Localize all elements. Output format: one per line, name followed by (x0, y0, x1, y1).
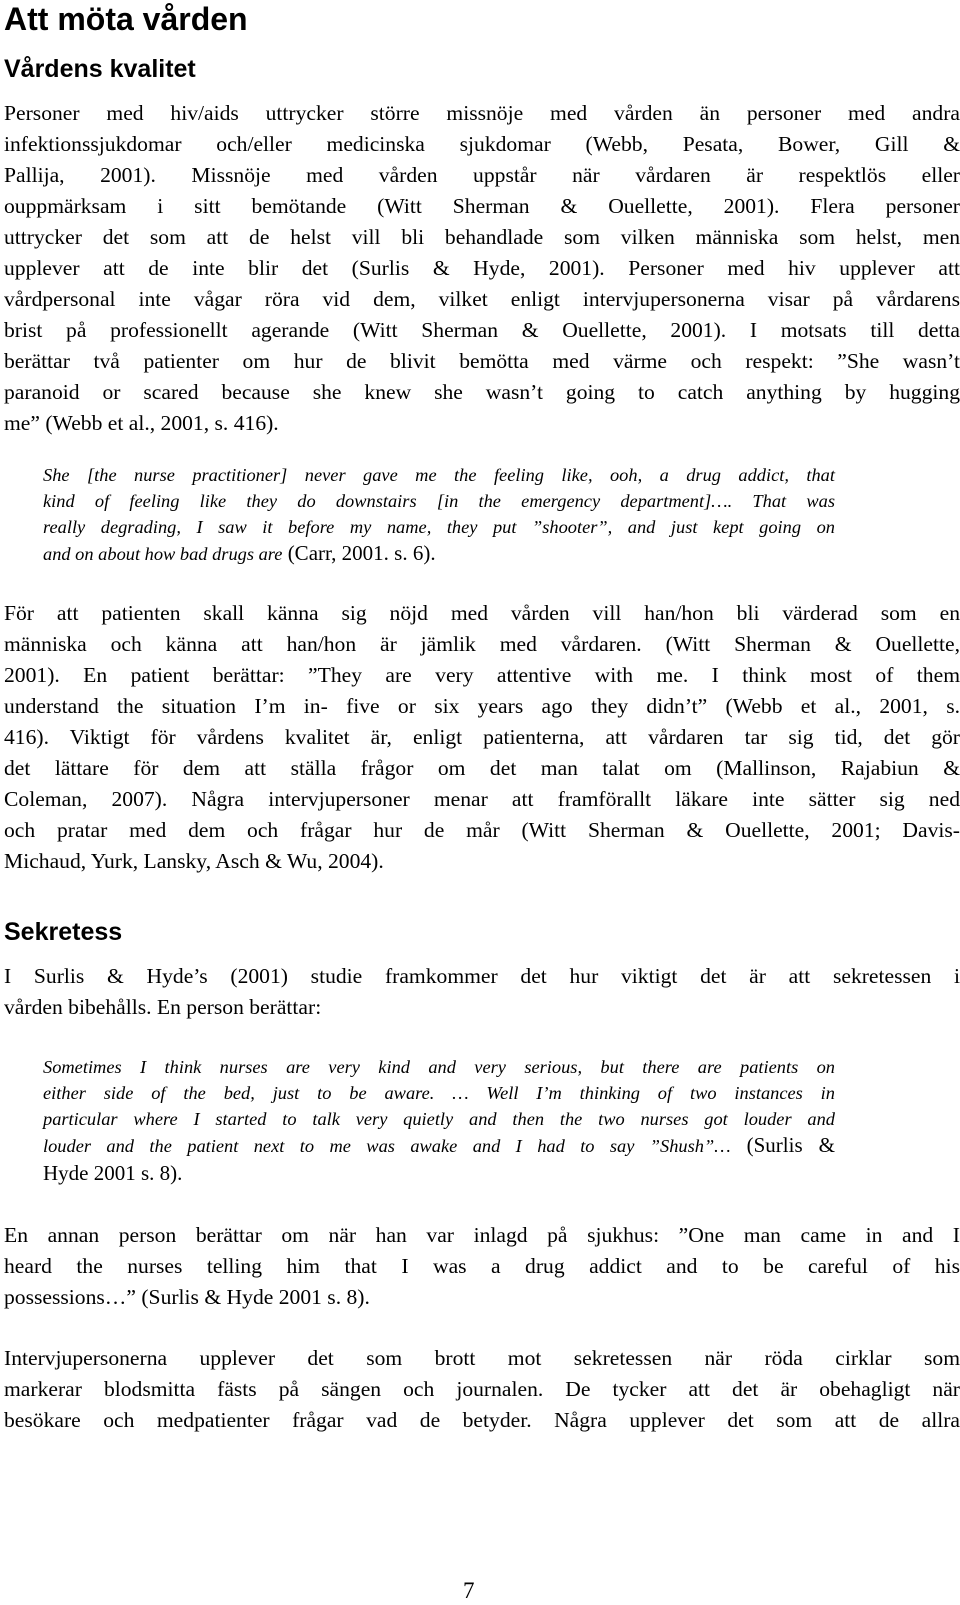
text-line: markerar blodsmitta fästs på sängen och journalen. De tycker att det är obehagligt när (4, 1377, 960, 1401)
text-line: uttrycker det som att de helst vill bli behandlade som vilken människa som helst, men (4, 225, 960, 249)
quote-citation-continued: Hyde 2001 s. 8). (43, 1161, 183, 1185)
text-line: 416). Viktigt för vårdens kvalitet är, enligt patienterna, att vårdaren tar sig tid, det gör (4, 725, 960, 749)
quote-line (43, 1132, 835, 1158)
paragraph-quality-2 (4, 598, 960, 877)
text-line: berättar två patienter om hur de blivit bemötta med värme och respekt: ”She wasn’t (4, 349, 960, 373)
quote-line: Sometimes I think nurses are very kind and very serious, but there are patients on (43, 1057, 835, 1077)
paragraph-confidentiality-2 (4, 1220, 960, 1313)
page-number: 7 (463, 1578, 475, 1603)
text-line: vårdpersonal inte vågar röra vid dem, vilket enligt intervjupersonerna visar på vårdarens (4, 287, 960, 311)
quote-line: particular where I started to talk very quietly and then the two nurses got louder and (43, 1109, 835, 1129)
text-line: I Surlis & Hyde’s (2001) studie framkommer det hur viktigt det är att sekretessen i (4, 964, 960, 988)
quote-text: and on about how bad drugs are (43, 544, 283, 564)
text-line: possessions…” (Surlis & Hyde 2001 s. 8). (4, 1285, 370, 1309)
text-line: upplever att de inte blir det (Surlis & Hyde, 2001). Personer med hiv upplever att (4, 256, 960, 280)
text-line: brist på professionellt agerande (Witt Sherman & Ouellette, 2001). I motsats till detta (4, 318, 960, 342)
text-line: människa och känna att han/hon är jämlik med vårdaren. (Witt Sherman & Ouellette, (4, 632, 960, 656)
quote-line-last (43, 540, 835, 566)
section-heading-confidentiality: Sekretess (4, 918, 123, 946)
text-line: Michaud, Yurk, Lansky, Asch & Wu, 2004). (4, 849, 384, 873)
paragraph-quality-1 (4, 98, 960, 439)
text-line: Pallija, 2001). Missnöje med vården uppstår när vårdaren är respektlös eller (4, 163, 960, 187)
text-line: Intervjupersonerna upplever det som brott mot sekretessen när röda cirklar som (4, 1346, 960, 1370)
paragraph-confidentiality-3 (4, 1343, 960, 1436)
page-title: Att möta vården (4, 1, 248, 37)
text-line: Coleman, 2007). Några intervjupersoner menar att framförallt läkare inte sätter sig ned (4, 787, 960, 811)
paragraph-confidentiality-1 (4, 961, 960, 1023)
quote-citation: (Carr, 2001. s. 6). (282, 541, 436, 565)
text-line: paranoid or scared because she knew she wasn’t going to catch anything by hugging (4, 380, 960, 404)
text-line: understand the situation I’m in- five or six years ago they didn’t” (Webb et al., 2001, s. (4, 694, 960, 718)
text-line: me” (Webb et al., 2001, s. 416). (4, 411, 279, 435)
text-line: En annan person berättar om när han var inlagd på sjukhus: ”One man came in and I (4, 1223, 960, 1247)
text-line: ouppmärksam i sitt bemötande (Witt Sherman & Ouellette, 2001). Flera personer (4, 194, 960, 218)
text-line: vården bibehålls. En person berättar: (4, 995, 322, 1019)
text-line: det lättare för dem att ställa frågor om det man talat om (Mallinson, Rajabiun & (4, 756, 960, 780)
quote-line: She [the nurse practitioner] never gave me the feeling like, ooh, a drug addict, that (43, 465, 835, 485)
block-quote-carr (43, 462, 835, 566)
text-line: och pratar med dem och frågar hur de mår (Witt Sherman & Ouellette, 2001; Davis- (4, 818, 960, 842)
text-line: heard the nurses telling him that I was a drug addict and to be careful of his (4, 1254, 960, 1278)
quote-text: louder and the patient next to me was awake and I had to say ”Shush”… (43, 1136, 731, 1156)
text-line: Personer med hiv/aids uttrycker större missnöje med vården än personer med andra (4, 101, 960, 125)
block-quote-surlis (43, 1054, 835, 1188)
text-line: besökare och medpatienter frågar vad de betyder. Några upplever det som att de allra (4, 1408, 960, 1432)
quote-line: kind of feeling like they do downstairs [in the emergency department]…. That was (43, 491, 835, 511)
text-line: infektionssjukdomar och/eller medicinska sjukdomar (Webb, Pesata, Bower, Gill & (4, 132, 960, 156)
text-line: 2001). En patient berättar: ”They are very attentive with me. I think most of them (4, 663, 960, 687)
quote-line: either side of the bed, just to be aware. … Well I’m thinking of two instances in (43, 1083, 835, 1103)
section-heading-quality: Vårdens kvalitet (4, 55, 196, 83)
quote-line: really degrading, I saw it before my name, they put ”shooter”, and just kept going on (43, 517, 835, 537)
quote-citation: (Surlis & (730, 1133, 836, 1157)
text-line: För att patienten skall känna sig nöjd med vården vill han/hon bli värderad som en (4, 601, 960, 625)
